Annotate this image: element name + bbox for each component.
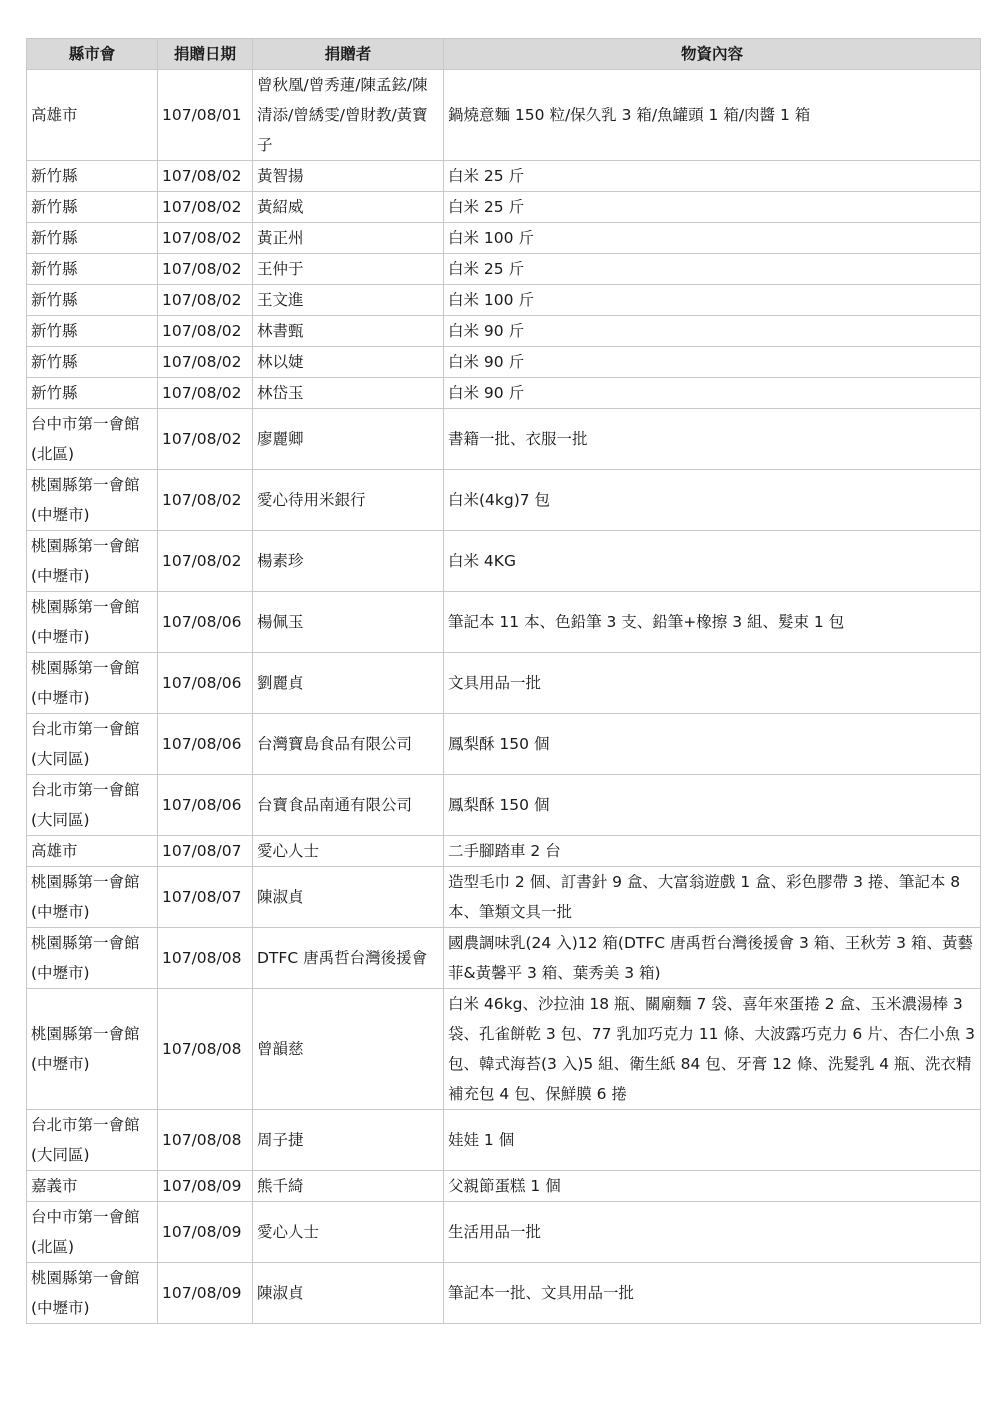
cell-items: 白米 25 斤 <box>444 254 981 285</box>
cell-date: 107/08/08 <box>158 989 253 1110</box>
cell-county: 新竹縣 <box>27 254 158 285</box>
cell-date: 107/08/09 <box>158 1171 253 1202</box>
header-date: 捐贈日期 <box>158 39 253 70</box>
cell-donor: 劉麗貞 <box>253 653 444 714</box>
cell-items: 白米 25 斤 <box>444 192 981 223</box>
cell-donor: DTFC 唐禹哲台灣後援會 <box>253 928 444 989</box>
cell-county: 新竹縣 <box>27 161 158 192</box>
table-body <box>27 70 981 1324</box>
cell-items: 國農調味乳(24 入)12 箱(DTFC 唐禹哲台灣後援會 3 箱、王秋芳 3 箱、黃藝菲&黃馨平 3 箱、葉秀美 3 箱) <box>444 928 981 989</box>
cell-donor: 黃正州 <box>253 223 444 254</box>
cell-county: 台中市第一會館(北區) <box>27 409 158 470</box>
cell-date: 107/08/02 <box>158 409 253 470</box>
cell-donor: 楊素珍 <box>253 531 444 592</box>
cell-county: 新竹縣 <box>27 192 158 223</box>
table-row <box>27 223 981 254</box>
cell-items: 文具用品一批 <box>444 653 981 714</box>
table-row <box>27 470 981 531</box>
cell-items: 白米(4kg)7 包 <box>444 470 981 531</box>
cell-date: 107/08/02 <box>158 192 253 223</box>
cell-date: 107/08/02 <box>158 285 253 316</box>
cell-items: 書籍一批、衣服一批 <box>444 409 981 470</box>
cell-county: 台北市第一會館(大同區) <box>27 775 158 836</box>
cell-county: 桃園縣第一會館(中壢市) <box>27 928 158 989</box>
table-row <box>27 836 981 867</box>
table-row <box>27 775 981 836</box>
cell-items: 白米 90 斤 <box>444 316 981 347</box>
cell-donor: 愛心待用米銀行 <box>253 470 444 531</box>
document-page <box>26 38 980 1324</box>
table-row <box>27 316 981 347</box>
cell-county: 台北市第一會館(大同區) <box>27 714 158 775</box>
cell-items: 娃娃 1 個 <box>444 1110 981 1171</box>
table-row <box>27 161 981 192</box>
cell-date: 107/08/06 <box>158 775 253 836</box>
header-county: 縣市會 <box>27 39 158 70</box>
cell-items: 筆記本一批、文具用品一批 <box>444 1263 981 1324</box>
table-row <box>27 531 981 592</box>
header-items: 物資內容 <box>444 39 981 70</box>
table-header-row <box>27 39 981 70</box>
cell-county: 桃園縣第一會館(中壢市) <box>27 531 158 592</box>
cell-donor: 熊千綺 <box>253 1171 444 1202</box>
cell-county: 新竹縣 <box>27 223 158 254</box>
table-row <box>27 653 981 714</box>
cell-date: 107/08/02 <box>158 531 253 592</box>
cell-date: 107/08/02 <box>158 161 253 192</box>
cell-items: 鍋燒意麵 150 粒/保久乳 3 箱/魚罐頭 1 箱/肉醬 1 箱 <box>444 70 981 161</box>
table-row <box>27 1202 981 1263</box>
cell-date: 107/08/02 <box>158 347 253 378</box>
cell-donor: 曾秋凰/曾秀蓮/陳孟鉉/陳清添/曾綉雯/曾財教/黃寶子 <box>253 70 444 161</box>
cell-county: 桃園縣第一會館(中壢市) <box>27 592 158 653</box>
table-row <box>27 192 981 223</box>
cell-donor: 廖麗卿 <box>253 409 444 470</box>
cell-donor: 台灣寶島食品有限公司 <box>253 714 444 775</box>
cell-date: 107/08/06 <box>158 653 253 714</box>
cell-donor: 黃紹威 <box>253 192 444 223</box>
table-row <box>27 70 981 161</box>
cell-donor: 周子捷 <box>253 1110 444 1171</box>
table-row <box>27 989 981 1110</box>
table-row <box>27 928 981 989</box>
cell-items: 白米 25 斤 <box>444 161 981 192</box>
cell-donor: 愛心人士 <box>253 1202 444 1263</box>
cell-donor: 林岱玉 <box>253 378 444 409</box>
cell-donor: 黃智揚 <box>253 161 444 192</box>
table-row <box>27 1263 981 1324</box>
cell-county: 高雄市 <box>27 836 158 867</box>
cell-county: 台中市第一會館(北區) <box>27 1202 158 1263</box>
cell-items: 白米 90 斤 <box>444 347 981 378</box>
cell-date: 107/08/02 <box>158 223 253 254</box>
cell-county: 新竹縣 <box>27 378 158 409</box>
cell-county: 新竹縣 <box>27 316 158 347</box>
cell-items: 父親節蛋糕 1 個 <box>444 1171 981 1202</box>
cell-items: 白米 100 斤 <box>444 285 981 316</box>
cell-donor: 林以婕 <box>253 347 444 378</box>
cell-items: 造型毛巾 2 個、訂書針 9 盒、大富翁遊戲 1 盒、彩色膠帶 3 捲、筆記本 8 本、筆類文具一批 <box>444 867 981 928</box>
cell-items: 生活用品一批 <box>444 1202 981 1263</box>
cell-county: 台北市第一會館(大同區) <box>27 1110 158 1171</box>
header-donor: 捐贈者 <box>253 39 444 70</box>
cell-date: 107/08/02 <box>158 254 253 285</box>
cell-date: 107/08/09 <box>158 1263 253 1324</box>
cell-donor: 曾韻慈 <box>253 989 444 1110</box>
cell-items: 鳳梨酥 150 個 <box>444 775 981 836</box>
cell-donor: 陳淑貞 <box>253 1263 444 1324</box>
cell-items: 白米 4KG <box>444 531 981 592</box>
cell-date: 107/08/06 <box>158 592 253 653</box>
cell-items: 鳳梨酥 150 個 <box>444 714 981 775</box>
cell-donor: 王文進 <box>253 285 444 316</box>
cell-date: 107/08/08 <box>158 928 253 989</box>
table-row <box>27 254 981 285</box>
cell-county: 桃園縣第一會館(中壢市) <box>27 653 158 714</box>
cell-county: 嘉義市 <box>27 1171 158 1202</box>
table-row <box>27 347 981 378</box>
table-row <box>27 592 981 653</box>
cell-date: 107/08/09 <box>158 1202 253 1263</box>
cell-donor: 愛心人士 <box>253 836 444 867</box>
cell-date: 107/08/02 <box>158 470 253 531</box>
cell-items: 白米 46kg、沙拉油 18 瓶、關廟麵 7 袋、喜年來蛋捲 2 盒、玉米濃湯棒 3 袋、孔雀餅乾 3 包、77 乳加巧克力 11 條、大波露巧克力 6 片、杏仁小魚 3 包、韓式海苔(3 入)5 組、衛生紙 84 包、牙膏 12 條、洗髮乳 4 瓶、洗衣精補充包 4 包、保鮮膜 6 捲 <box>444 989 981 1110</box>
cell-donor: 陳淑貞 <box>253 867 444 928</box>
cell-date: 107/08/07 <box>158 867 253 928</box>
cell-donor: 台寶食品南通有限公司 <box>253 775 444 836</box>
cell-items: 筆記本 11 本、色鉛筆 3 支、鉛筆+橡擦 3 組、髮束 1 包 <box>444 592 981 653</box>
cell-date: 107/08/06 <box>158 714 253 775</box>
cell-date: 107/08/07 <box>158 836 253 867</box>
cell-county: 桃園縣第一會館(中壢市) <box>27 867 158 928</box>
cell-county: 新竹縣 <box>27 347 158 378</box>
cell-donor: 王仲于 <box>253 254 444 285</box>
cell-date: 107/08/08 <box>158 1110 253 1171</box>
table-row <box>27 714 981 775</box>
cell-items: 二手腳踏車 2 台 <box>444 836 981 867</box>
cell-county: 高雄市 <box>27 70 158 161</box>
cell-county: 桃園縣第一會館(中壢市) <box>27 470 158 531</box>
cell-donor: 林書甄 <box>253 316 444 347</box>
table-row <box>27 1110 981 1171</box>
cell-county: 桃園縣第一會館(中壢市) <box>27 989 158 1110</box>
cell-date: 107/08/02 <box>158 378 253 409</box>
cell-donor: 楊佩玉 <box>253 592 444 653</box>
table-row <box>27 285 981 316</box>
cell-county: 桃園縣第一會館(中壢市) <box>27 1263 158 1324</box>
table-row <box>27 378 981 409</box>
cell-items: 白米 90 斤 <box>444 378 981 409</box>
cell-county: 新竹縣 <box>27 285 158 316</box>
cell-items: 白米 100 斤 <box>444 223 981 254</box>
cell-date: 107/08/02 <box>158 316 253 347</box>
cell-date: 107/08/01 <box>158 70 253 161</box>
donation-table <box>26 38 981 1324</box>
table-row <box>27 1171 981 1202</box>
table-row <box>27 409 981 470</box>
table-row <box>27 867 981 928</box>
